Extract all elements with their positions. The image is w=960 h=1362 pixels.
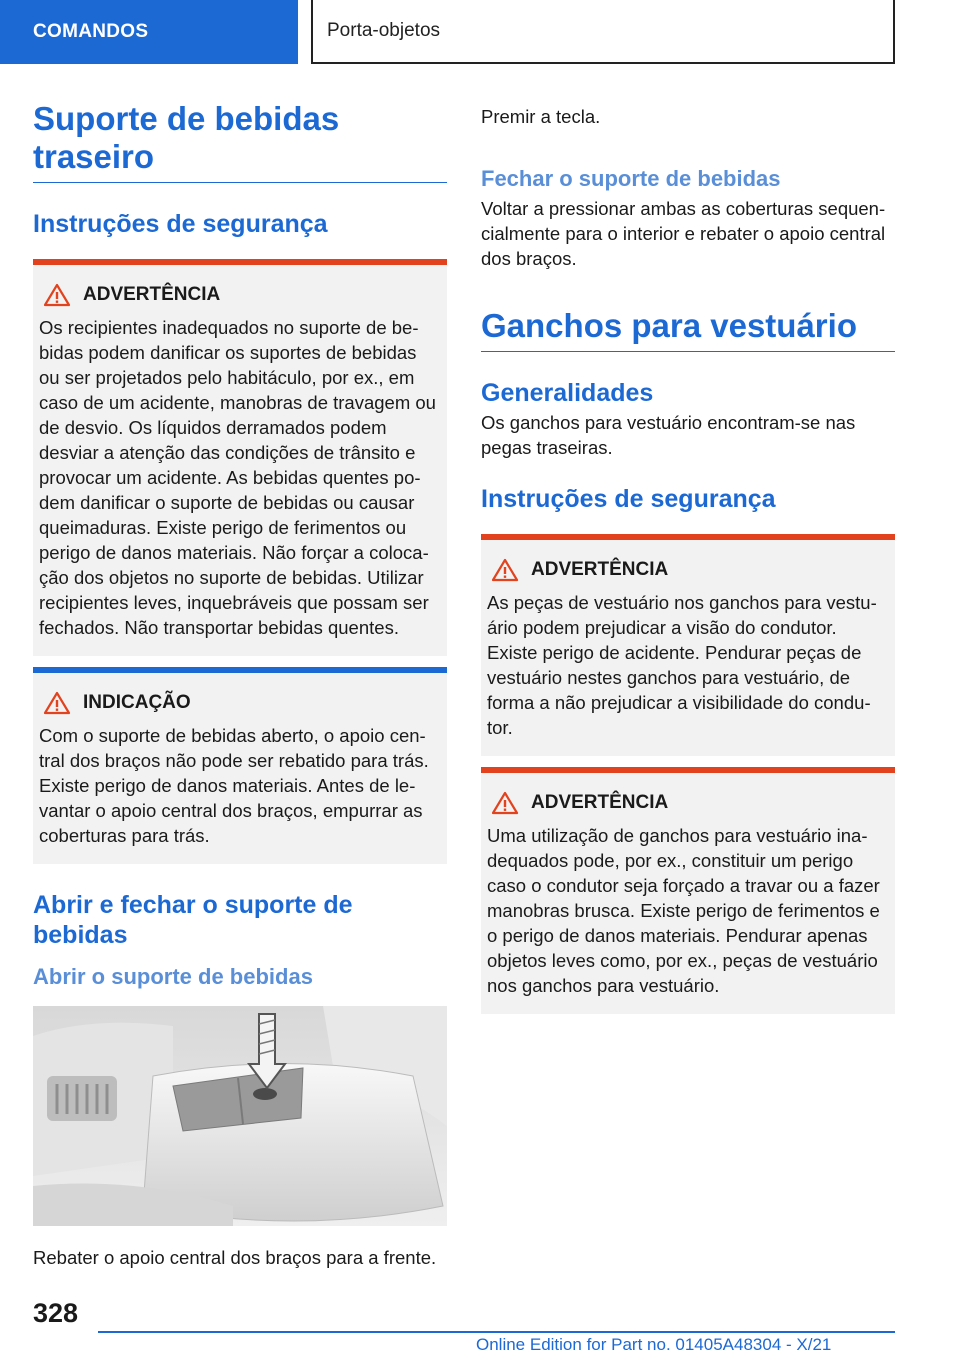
warning-triangle-icon [491, 558, 519, 582]
warning-box [481, 767, 895, 1014]
warning-label: ADVERTÊNCIA [531, 792, 669, 813]
safety-heading-right: Instruções de segurança [481, 485, 776, 513]
close-heading: Fechar o suporte de bebidas [481, 166, 781, 191]
open-heading: Abrir o suporte de bebidas [33, 964, 313, 989]
warning-label: ADVERTÊNCIA [531, 559, 669, 580]
press-key-text: Premir a tecla. [481, 106, 601, 127]
warning-box [481, 534, 895, 756]
warning-triangle-icon [43, 691, 71, 715]
page-number: 328 [33, 1298, 79, 1328]
note-box [33, 667, 447, 864]
note-text: Com o suporte de bebidas aberto, o apoio central dos braços não pode ser rebatido para trás. Existe perigo de danos materiais. Antes de levantar o apoio central dos braços, empurrar as coberturas para trás. [39, 725, 429, 846]
open-close-heading: Abrir e fechar o suporte de bebidas [33, 891, 353, 949]
footer-divider [98, 1331, 895, 1333]
general-heading: Generalidades [481, 379, 654, 407]
warning-text: Uma utilização de ganchos para vestuário inadequados pode, por ex., constituir um perigo caso o condutor seja forçado a travar ou a fazer manobras brusca. Existe perigo de ferimentos e o perigo de danos materiais. Pendurar apenas objetos leves como, por ex., peças de vestuário nos ganchos para vestuário. [487, 825, 880, 996]
warning-box [33, 259, 447, 656]
warning-text: Os recipientes inadequados no suporte de bebidas podem danificar os suportes de bebidas ou ser projetados pelo habitáculo, por ex., em caso de um acidente, manobras de travagem ou de desvio. Os líquidos derramados podem desviar a atenção das condições de trânsito e provocar um acidente. As bebidas quentes podem danificar o suporte de bebidas ou causar queimaduras. Existe perigo de ferimentos ou perigo de danos materiais. Não forçar a colocação dos objetos no suporte de bebidas. Utilizar recipientes leves, inquebráveis que possam ser fechados. Não transportar bebidas quentes. [39, 317, 436, 638]
warning-triangle-icon [43, 283, 71, 307]
right-column [481, 104, 895, 1014]
warning-text: As peças de vestuário nos ganchos para vestuário podem prejudicar a visão do condutor. Existe perigo de acidente. Pendurar peças de vestuário nestes ganchos para vestuário, de forma a não prejudicar a visibilidade do condutor. [487, 592, 877, 738]
warning-label: ADVERTÊNCIA [83, 284, 221, 305]
warning-triangle-icon [491, 791, 519, 815]
chapter-header [311, 0, 895, 64]
section-tab [0, 0, 298, 64]
note-label: INDICAÇÃO [83, 692, 191, 713]
left-column [33, 100, 447, 1270]
safety-heading: Instruções de segurança [33, 210, 328, 238]
chapter-label: Porta-objetos [327, 20, 441, 41]
section-label: COMANDOS [33, 21, 149, 42]
armrest-photo [33, 1006, 447, 1231]
page-title: Suporte de bebidas traseiro [33, 100, 447, 183]
photo-caption: Rebater o apoio central dos braços para a frente. [33, 1247, 437, 1268]
edition-text: Online Edition for Part no. 01405A48304 - X/21 [476, 1335, 832, 1354]
hooks-title: Ganchos para vestuário [481, 307, 895, 352]
armrest-illustration [33, 1006, 447, 1226]
close-text: Voltar a pressionar ambas as coberturas sequencialmente para o interior e rebater o apoio central dos braços. [481, 198, 886, 269]
general-text: Os ganchos para vestuário encontram-se nas pegas traseiras. [481, 412, 856, 458]
